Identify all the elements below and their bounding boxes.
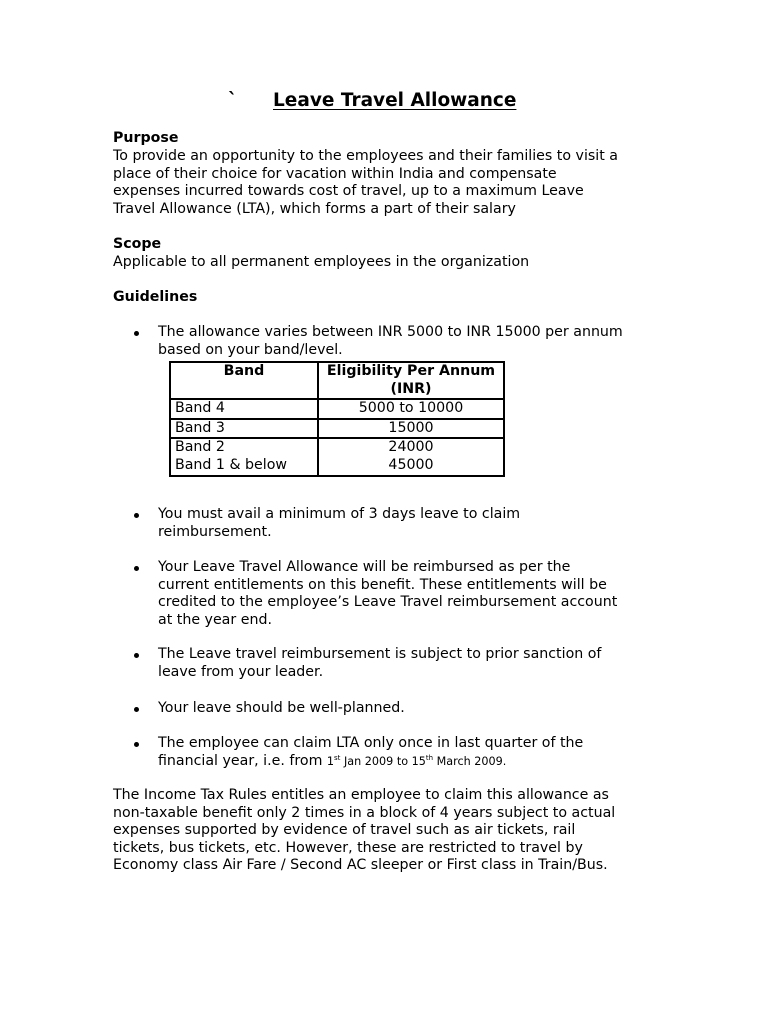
list-item: [113, 324, 673, 359]
band-cell: [170, 438, 318, 475]
title-tick: `: [228, 90, 238, 111]
purpose-line: To provide an opportunity to the employees and their families to visit a: [113, 148, 618, 164]
list-item-line: [158, 753, 673, 771]
end-day-suffix: th: [425, 753, 434, 762]
list-item-line: leave from your leader.: [158, 663, 324, 680]
band-label: Band 1 & below: [175, 456, 288, 473]
end-date-rest: March 2009.: [433, 754, 507, 768]
closing-line: Economy class Air Fare / Second AC sleeper or First class in Train/Bus.: [113, 857, 608, 874]
date-range-prefix: financial year, i.e. from: [158, 752, 327, 769]
end-day: 15: [411, 754, 426, 768]
scope-text: Applicable to all permanent employees in the organization: [113, 254, 530, 270]
purpose-text: [113, 148, 673, 218]
guideline-list: [113, 324, 673, 359]
guideline-list: [113, 735, 673, 770]
title-text: Leave Travel Allowance: [273, 90, 517, 111]
band-cell: Band 4: [170, 399, 318, 419]
start-day: 1: [326, 754, 335, 768]
header-eligibility-unit: (INR): [390, 380, 432, 397]
header-eligibility-line: Eligibility Per Annum: [326, 363, 496, 379]
list-item-line: credited to the employee’s Leave Travel reimbursement account: [158, 594, 618, 611]
list-item-line: You must avail a minimum of 3 days leave to claim: [158, 506, 521, 522]
list-item-line: at the year end.: [158, 611, 272, 628]
list-item: [113, 506, 673, 541]
table-header-row: [170, 362, 504, 399]
amount-cell: 15000: [318, 419, 504, 439]
list-item-line: Your leave should be well-planned.: [158, 700, 405, 716]
document-title: [228, 90, 516, 112]
scope-heading: Scope: [113, 236, 162, 252]
guideline-list: [113, 506, 673, 541]
list-item: [113, 646, 673, 681]
purpose-line: Travel Allowance (LTA), which forms a part of their salary: [113, 200, 516, 217]
table-row: [170, 399, 504, 419]
amount-cell: [318, 438, 504, 475]
guideline-list: [113, 700, 673, 718]
closing-line: tickets, bus tickets, etc. However, these are restricted to travel by: [113, 839, 583, 856]
amount-value: 45000: [388, 456, 434, 473]
band-cell: Band 3: [170, 419, 318, 439]
start-date-rest: Jan 2009 to: [340, 754, 412, 768]
closing-line: The Income Tax Rules entitles an employee to claim this allowance as: [113, 787, 609, 803]
closing-paragraph: [113, 787, 673, 875]
list-item-line: The Leave travel reimbursement is subject to prior sanction of: [158, 646, 602, 662]
table-row: [170, 419, 504, 439]
bullet-icon: [134, 653, 139, 658]
guideline-list: [113, 646, 673, 681]
list-item-line: Your Leave Travel Allowance will be reimbursed as per the: [158, 559, 571, 575]
purpose-line: place of their choice for vacation within India and compensate: [113, 165, 557, 182]
bullet-icon: [134, 566, 139, 571]
list-item-line: current entitlements on this benefit. These entitlements will be: [158, 576, 607, 593]
date-range: [327, 755, 506, 768]
table-row: [170, 438, 504, 475]
list-item: [113, 735, 673, 770]
band-label: Band 2: [175, 439, 225, 456]
list-item: [113, 559, 673, 629]
list-item: [113, 700, 673, 718]
list-item-line: The employee can claim LTA only once in last quarter of the: [158, 735, 584, 751]
closing-line: non-taxable benefit only 2 times in a block of 4 years subject to actual: [113, 804, 616, 821]
header-band: Band: [170, 362, 318, 399]
bullet-icon: [134, 707, 139, 712]
list-item-line: based on your band/level.: [158, 341, 343, 358]
bullet-icon: [134, 331, 139, 336]
guidelines-heading: Guidelines: [113, 289, 198, 305]
purpose-line: expenses incurred towards cost of travel, up to a maximum Leave: [113, 183, 584, 200]
closing-line: expenses supported by evidence of travel such as air tickets, rail: [113, 822, 576, 839]
list-item-line: The allowance varies between INR 5000 to INR 15000 per annum: [158, 324, 623, 340]
start-day-suffix: st: [334, 753, 341, 762]
list-item-line: reimbursement.: [158, 523, 272, 540]
amount-cell: 5000 to 10000: [318, 399, 504, 419]
guideline-list: [113, 559, 673, 629]
bullet-icon: [134, 513, 139, 518]
header-eligibility: [318, 362, 504, 399]
amount-value: 24000: [388, 439, 434, 456]
bullet-icon: [134, 742, 139, 747]
band-eligibility-table: [169, 361, 505, 477]
purpose-heading: Purpose: [113, 130, 179, 146]
